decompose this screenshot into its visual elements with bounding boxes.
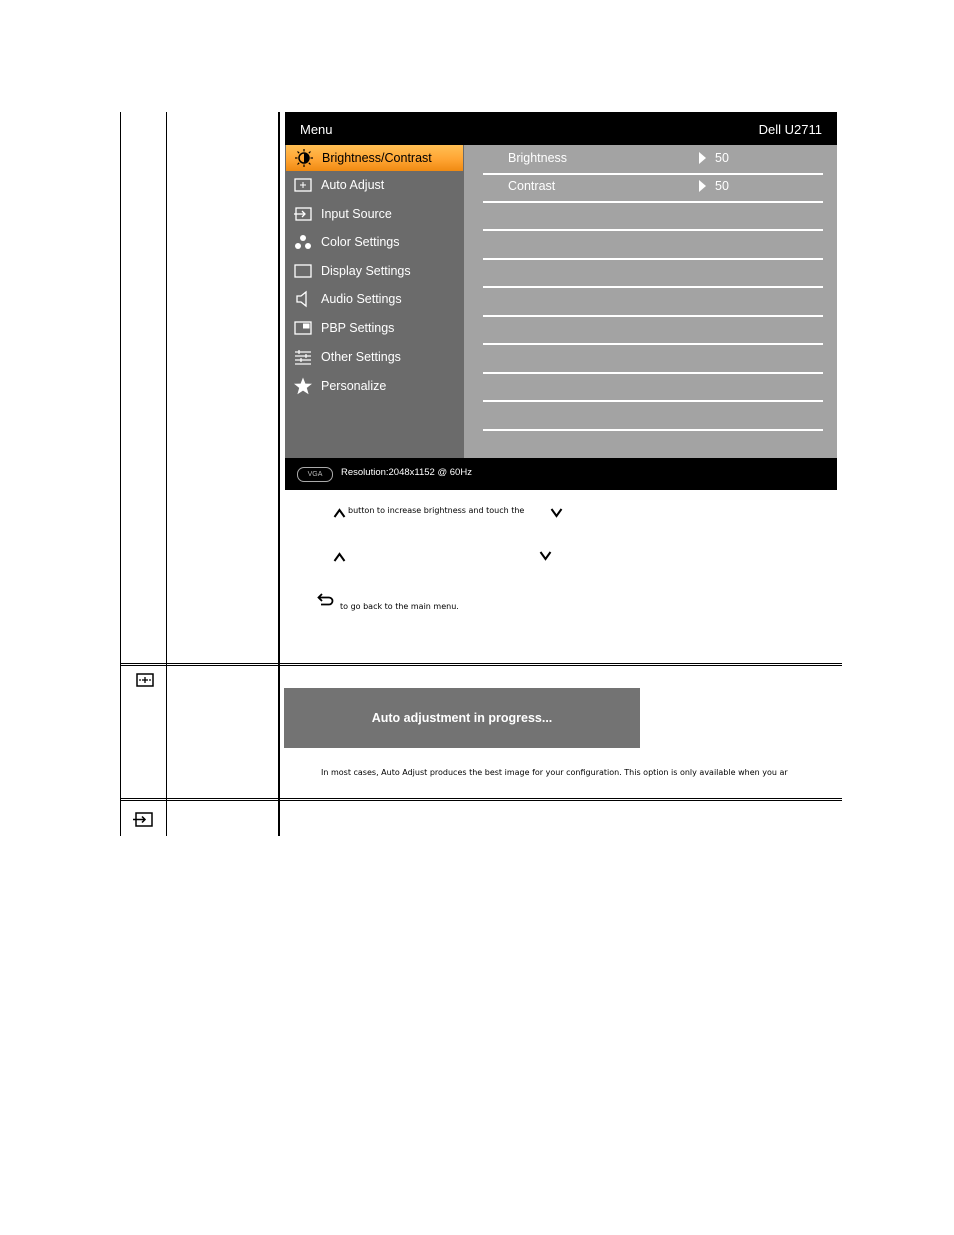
sun-icon <box>294 149 314 167</box>
menu-item-label: Audio Settings <box>321 292 402 306</box>
submenu-label: Brightness <box>508 151 568 165</box>
back-instruction-text: to go back to the main menu. <box>340 602 459 611</box>
submenu-row-empty <box>483 344 823 374</box>
submenu-value: 50 <box>715 179 729 193</box>
arrow-right-icon <box>699 152 706 164</box>
arrow-right-icon <box>699 180 706 192</box>
up-arrow-icon <box>333 547 346 566</box>
menu-item-label: Personalize <box>321 379 387 393</box>
menu-item-other-settings[interactable] <box>285 344 464 370</box>
menu-item-label: Color Settings <box>321 235 400 249</box>
submenu-row-empty <box>483 201 823 231</box>
submenu-label: Contrast <box>508 179 556 193</box>
input-source-icon <box>133 812 153 827</box>
up-arrow-icon <box>333 503 346 522</box>
submenu-row-empty <box>483 372 823 402</box>
menu-item-label: Other Settings <box>321 350 401 364</box>
submenu-row-contrast[interactable] <box>483 173 823 203</box>
menu-item-brightness-contrast[interactable] <box>286 145 463 171</box>
menu-item-label: Input Source <box>321 207 392 221</box>
auto-adjust-progress-box: Auto adjustment in progress... <box>284 688 640 748</box>
table-column-divider-2 <box>278 112 280 836</box>
auto-adjust-icon <box>293 176 313 194</box>
display-rect-icon <box>293 262 313 280</box>
menu-item-label: PBP Settings <box>321 321 395 335</box>
menu-item-personalize[interactable] <box>285 373 464 399</box>
table-border-left <box>120 112 121 836</box>
auto-adjust-description: In most cases, Auto Adjust produces the best image for your configuration. This option is only available when you ar <box>321 768 788 777</box>
color-dots-icon <box>293 233 313 251</box>
input-source-icon <box>293 205 313 223</box>
submenu-row-empty <box>483 315 823 345</box>
resolution-readout: Resolution:2048x1152 @ 60Hz <box>341 467 472 478</box>
row-divider-1b <box>120 665 842 666</box>
row-divider-2b <box>120 800 842 801</box>
down-arrow-icon <box>550 503 563 522</box>
submenu-row-empty <box>483 401 823 431</box>
sliders-icon <box>293 348 313 366</box>
osd-status-bar <box>285 458 837 490</box>
auto-adjust-icon <box>136 673 154 687</box>
menu-item-label: Display Settings <box>321 264 411 278</box>
osd-main-menu <box>285 145 464 458</box>
down-arrow-icon <box>539 546 552 565</box>
osd-menu-screenshot <box>285 112 837 490</box>
submenu-row-brightness[interactable] <box>483 145 823 175</box>
star-icon <box>293 377 313 395</box>
row-divider-1 <box>120 663 842 664</box>
menu-item-pbp-settings[interactable] <box>285 315 464 341</box>
auto-adjust-description-clip <box>321 760 842 779</box>
back-arrow-icon <box>317 592 335 611</box>
menu-item-input-source[interactable] <box>285 201 464 227</box>
table-column-divider-1 <box>166 112 167 836</box>
menu-item-display-settings[interactable] <box>285 258 464 284</box>
submenu-value: 50 <box>715 151 729 165</box>
osd-title: Menu <box>300 122 333 137</box>
menu-item-label: Brightness/Contrast <box>322 151 432 165</box>
submenu-row-empty <box>483 287 823 317</box>
pbp-icon <box>293 319 313 337</box>
osd-model-name: Dell U2711 <box>758 122 822 137</box>
brightness-instruction-text: button to increase brightness and touch the <box>348 506 525 515</box>
menu-item-audio-settings[interactable] <box>285 286 464 312</box>
vga-input-badge: VGA <box>297 467 333 482</box>
row-divider-2 <box>120 798 842 799</box>
menu-item-auto-adjust[interactable] <box>285 172 464 198</box>
submenu-row-empty <box>483 258 823 288</box>
submenu-row-empty <box>483 230 823 260</box>
speaker-icon <box>293 290 313 308</box>
menu-item-color-settings[interactable] <box>285 229 464 255</box>
menu-item-label: Auto Adjust <box>321 178 385 192</box>
